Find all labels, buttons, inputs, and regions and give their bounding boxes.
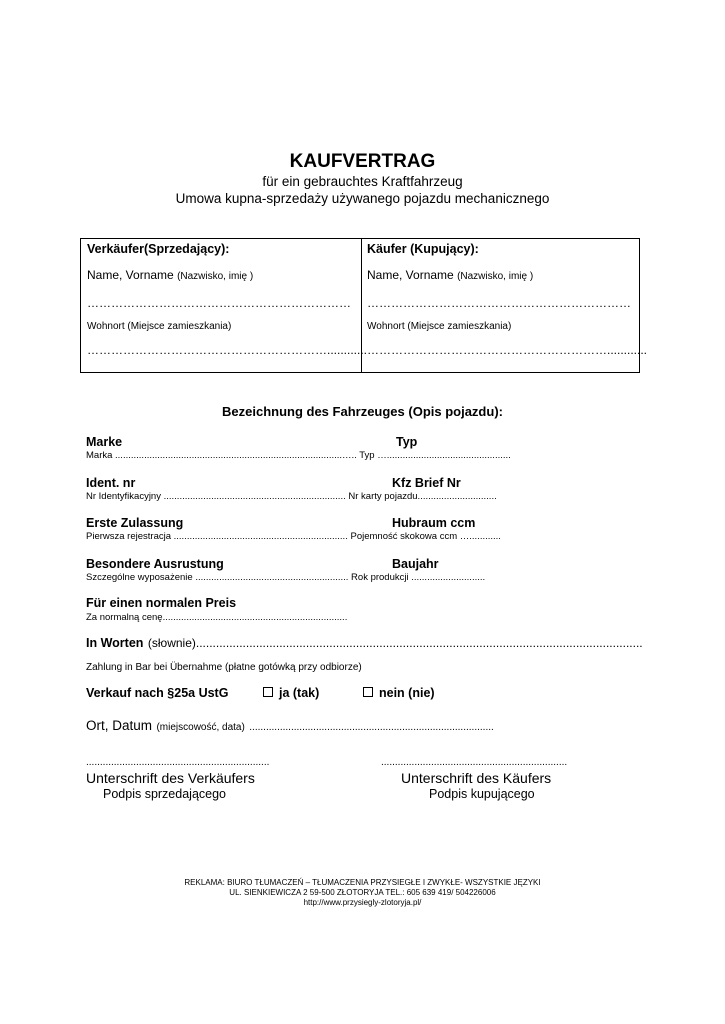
vat-no-label: nein (nie) [379, 686, 435, 700]
vehicle-field-pl-left[interactable]: Nr Identyfikacyjny ..................................................................... [86, 491, 349, 502]
buyer-name-label [367, 268, 533, 282]
place-date-label-pl: (miejscowość, data) [156, 722, 245, 733]
vat-no-option[interactable] [363, 686, 435, 700]
vehicle-field-label: Ident. nr [86, 476, 136, 490]
seller-name-field[interactable]: ………………………………………………………… [87, 296, 351, 310]
buyer-signature-label-pl: Podpis kupującego [429, 787, 535, 801]
words-field[interactable]: (słownie)...................................................................................................................................... [147, 636, 643, 650]
vehicle-field-label: Erste Zulassung [86, 516, 184, 530]
seller-address-field[interactable]: ……………………………………………………............ [87, 343, 368, 357]
seller-name-label [87, 268, 253, 282]
seller-name-label-de: Name, Vorname [87, 268, 174, 282]
vat-yes-checkbox[interactable] [263, 687, 273, 697]
subtitle-polish: Umowa kupna-sprzedaży używanego pojazdu mechanicznego [175, 191, 550, 206]
vat-label: Verkauf nach §25a UstG [86, 686, 229, 700]
vehicle-field-pl-right[interactable]: Pojemność skokowa ccm …............ [350, 531, 501, 542]
vehicle-field-pl-left[interactable]: Marka ......................................................................................….. [86, 450, 360, 461]
vat-no-checkbox[interactable] [363, 687, 373, 697]
buyer-name-field[interactable]: ………………………………………………………… [367, 296, 631, 310]
seller-signature-label-pl: Podpis sprzedającego [103, 787, 226, 801]
footer-line-2: UL. SIENKIEWICZA 2 59-500 ZŁOTORYJA TEL.: 605 639 419/ 504226006 [229, 888, 496, 897]
vehicle-field-line[interactable] [86, 450, 511, 461]
seller-address-label: Wohnort (Miejsce zamieszkania) [87, 321, 232, 332]
vehicle-field-line[interactable] [86, 531, 501, 542]
seller-name-label-pl: (Nazwisko, imię ) [177, 271, 254, 282]
vehicle-field-pl-right[interactable]: Rok produkcji ............................ [351, 572, 486, 583]
buyer-name-label-de: Name, Vorname [367, 268, 454, 282]
vehicle-field-line[interactable] [86, 572, 485, 583]
footer-link[interactable]: http://www.przysiegly-zlotoryja.pl/ [303, 898, 422, 907]
parties-table [80, 238, 648, 373]
vehicle-field-line[interactable] [86, 491, 497, 502]
vehicle-field-pl-left[interactable]: Szczególne wyposażenie .......................................................... [86, 572, 352, 583]
buyer-name-label-pl: (Nazwisko, imię ) [457, 271, 534, 282]
seller-signature-label: Unterschrift des Verkäufers [86, 770, 255, 786]
place-date-line[interactable] [86, 717, 494, 735]
vehicle-field-pl-right[interactable]: Typ …............................................... [359, 450, 511, 461]
vehicle-field-label: Hubraum ccm [392, 516, 476, 530]
seller-heading: Verkäufer(Sprzedający): [87, 242, 230, 256]
cash-payment-note: Zahlung in Bar bei Übernahme (płatne gotówką przy odbiorze) [86, 662, 362, 673]
vat-yes-label: ja (tak) [279, 686, 320, 700]
vehicle-field-pl-right[interactable]: Nr karty pojazdu.............................. [348, 491, 497, 502]
words-label: In Worten [86, 636, 144, 650]
buyer-address-field[interactable]: ……………………………………………………............ [367, 343, 648, 357]
vehicle-field-label: Marke [86, 435, 123, 449]
vehicle-field-pl-left[interactable]: Pierwsza rejestracja .................................................................. [86, 531, 351, 542]
vehicle-heading: Bezeichnung des Fahrzeuges (Opis pojazdu): [222, 404, 503, 419]
buyer-heading: Käufer (Kupujący): [367, 242, 479, 256]
words-line[interactable] [86, 634, 643, 652]
vehicle-field-label: Baujahr [392, 557, 439, 571]
place-date-label: Ort, Datum [86, 718, 153, 733]
document-title: KAUFVERTRAG [289, 151, 436, 172]
buyer-signature-label: Unterschrift des Käufers [401, 770, 552, 786]
buyer-address-label: Wohnort (Miejsce zamieszkania) [367, 321, 512, 332]
place-date-field[interactable]: ........................................................................................ [249, 722, 494, 733]
price-label: Für einen normalen Preis [86, 596, 237, 610]
footer-line-1: REKLAMA: BIURO TŁUMACZEŃ – TŁUMACZENIA PRZYSIEGŁE I ZWYKŁE- WSZYSTKIE JĘZYKI [184, 878, 541, 887]
vehicle-field-label: Kfz Brief Nr [392, 476, 461, 490]
price-field[interactable]: Za normalną cenę...................................................................... [86, 612, 348, 623]
vehicle-field-label: Besondere Ausrustung [86, 557, 224, 571]
vat-yes-option[interactable] [263, 686, 319, 700]
seller-signature-field[interactable]: .................................................................. [86, 757, 270, 768]
subtitle-german: für ein gebrauchtes Kraftfahrzeug [262, 174, 463, 189]
buyer-signature-field[interactable]: ................................................................... [381, 757, 568, 768]
vehicle-field-label: Typ [396, 435, 418, 449]
